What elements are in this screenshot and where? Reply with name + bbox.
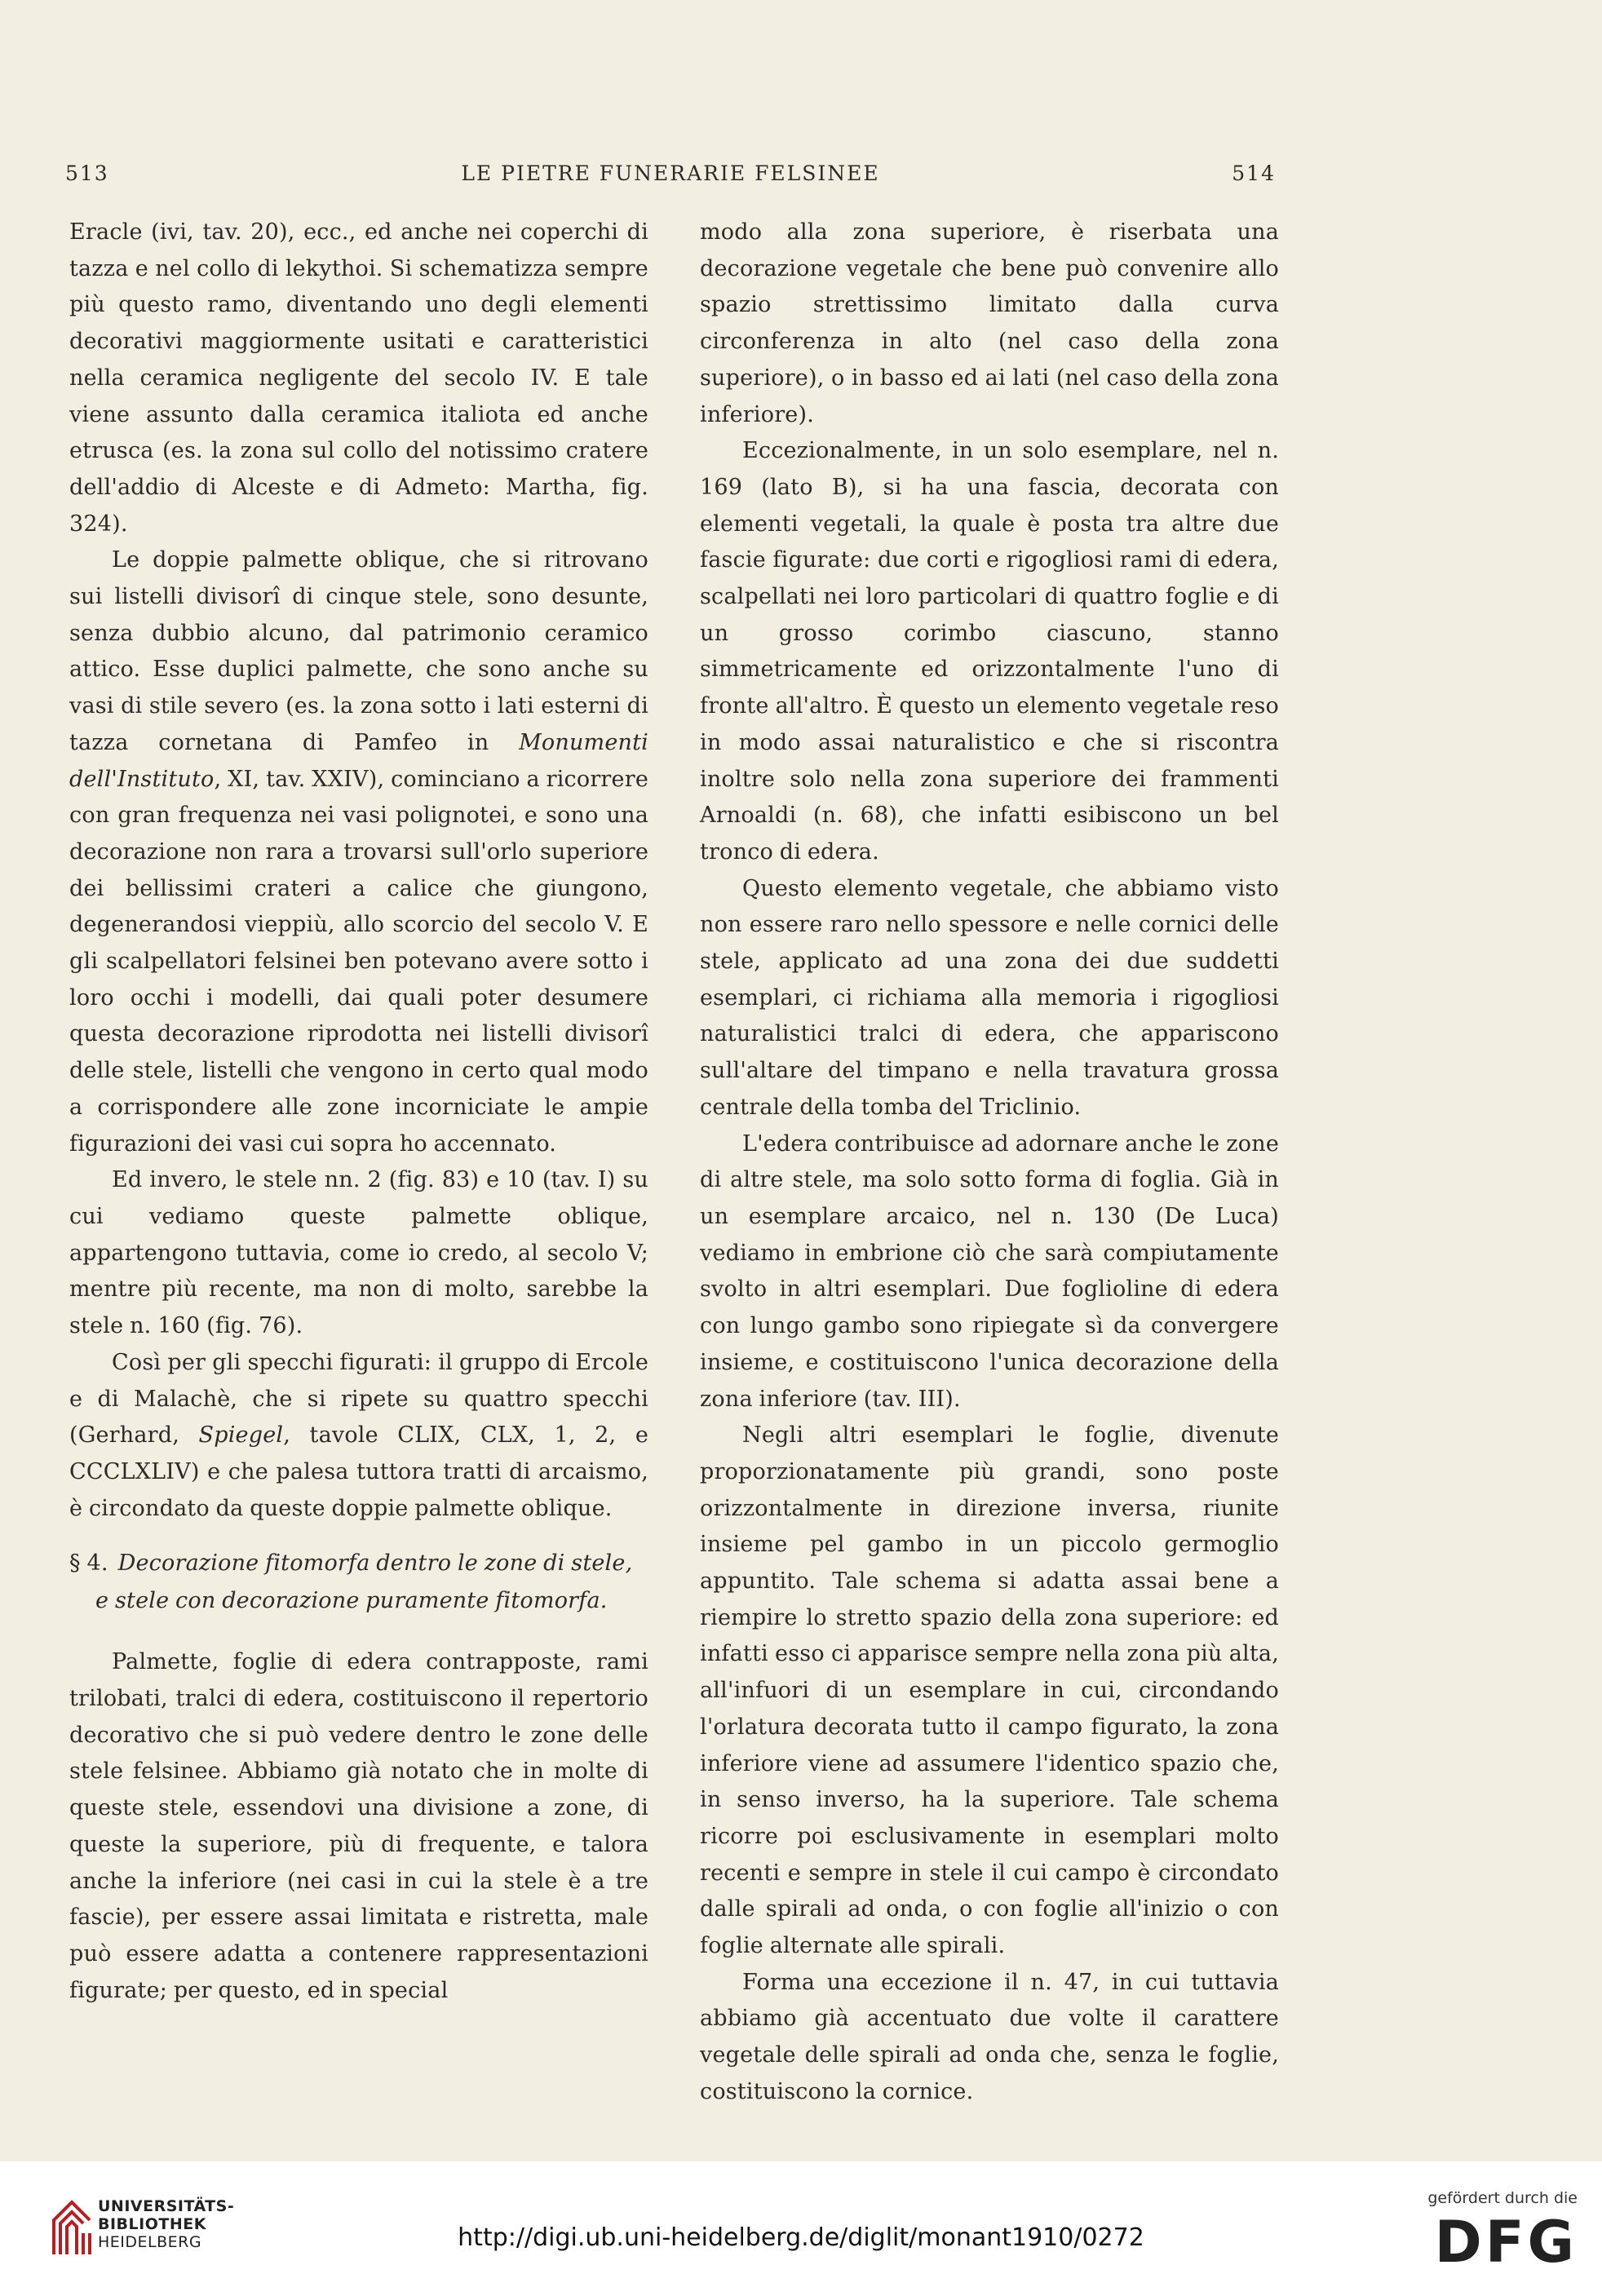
right-paragraph-4: L'edera contribuisce ad adornare anche le zone di altre stele, ma solo sotto forma di foglia. Già in un esemplare arcaico, nel n. 130 (De Luca) vediamo in embrione ciò che sarà compiutamente svolto in altri esemplari. Due foglioline di edera con lungo gambo sono ripiegate sì da convergere insieme, e costituiscono l'unica decorazione della zona inferiore (tav. III). <box>700 1130 1279 1412</box>
right-paragraph-1: modo alla zona superiore, è riserbata una decorazione vegetale che bene può convenire allo spazio strettissimo limitato dalla curva circonferenza in alto (nel caso della zona superiore), o in basso ed ai lati (nel caso della zona inferiore). <box>700 219 1279 427</box>
left-p4-italic-title: Spiegel <box>198 1422 284 1449</box>
funding-notice <box>1423 2189 1578 2276</box>
dfg-logo[interactable]: DFG <box>1434 2209 1578 2276</box>
left-p2-text-b: , XI, tav. XXIV), cominciano a ricorrere con gran frequenza nei vasi polignotei, e sono una decorazione non rara a trovarsi sull'orlo superiore dei bellissimi crateri a calice che giungono, degenerandosi vieppiù, allo scorcio del secolo V. E gli scalpellatori felsinei ben potevano avere sotto i loro occhi i modelli, dai quali poter desumere questa decorazione riprodotta nei listelli divisorî delle stele, listelli che vengono in certo qual modo a corrispondere alle zone incorniciate le ampie figurazioni dei vasi cui sopra ho accennato. <box>69 766 648 1157</box>
left-p4-text-b: , tavole CLIX, CLX, 1, 2, e CCCLXLIV) e che palesa tuttora tratti di arcaismo, è circondato da queste doppie palmette oblique. <box>69 1422 648 1521</box>
permalink-url[interactable]: http://digi.ub.uni-heidelberg.de/diglit/monant1910/0272 <box>458 2223 1144 2252</box>
section-number: § 4. <box>69 1551 108 1577</box>
section-title-line-2: e stele con decorazione puramente fitomorfa. <box>95 1588 608 1614</box>
library-name-line-1: UNIVERSITÄTS- <box>98 2197 235 2215</box>
left-p4-text-a: Così per gli specchi figurati: il gruppo di Ercole e di Malachè, che si ripete su quattro specchi (Gerhard, <box>69 1349 648 1449</box>
right-paragraph-5: Negli altri esemplari le foglie, divenute proporzionatamente più grandi, sono poste orizzontalmente in direzione inversa, riunite insieme pel gambo in un piccolo germoglio appuntito. Tale schema si adatta assai bene a riempire lo stretto spazio della zona superiore: ed infatti esso ci apparisce sempre nella zona più alta, all'infuori di un esemplare in cui, circondando l'orlatura decorata tutto il campo figurato, la zona inferiore viene ad assumere l'identico spazio che, in senso inverso, ha la superiore. Tale schema ricorre poi esclusivamente in esemplari molto recenti e sempre in stele il cui campo è circondato dalle spirali ad onda, o con foglie all'inizio o con foglie alternate alle spirali. <box>700 1422 1279 1959</box>
left-paragraph-4 <box>69 1345 648 1528</box>
library-name-line-2: BIBLIOTHEK <box>98 2215 206 2233</box>
left-column <box>69 215 648 2009</box>
right-paragraph-6: Forma una eccezione il n. 47, in cui tuttavia abbiamo già accentuato due volte il carattere vegetale delle spirali ad onda che, senza le foglie, costituiscono la cornice. <box>700 1969 1279 2104</box>
left-paragraph-5: Palmette, foglie di edera contrapposte, rami trilobati, tralci di edera, costituiscono il repertorio decorativo che si può vedere dentro le zone delle stele felsinee. Abbiamo già notato che in molte di queste stele, essendovi una divisione a zone, di queste la superiore, più di frequente, e talora anche la inferiore (nei casi in cui la stele è a tre fascie), per essere assai limitata e ristretta, male può essere adatta a contenere rappresentazioni figurate; per questo, ed in special <box>69 1649 648 2003</box>
right-paragraph-2: Eccezionalmente, in un solo esemplare, nel n. 169 (lato B), si ha una fascia, decorata con elementi vegetali, la quale è posta tra altre due fascie figurate: due corti e rigogliosi rami di edera, scalpellati nei loro particolari di quattro foglie e di un grosso corimbo ciascuno, stanno simmetricamente ed orizzontalmente l'uno di fronte all'altro. È questo un elemento vegetale reso in modo assai naturalistico e che si riscontra inoltre solo nella zona superiore dei frammenti Arnoaldi (n. 68), che infatti esibiscono un bel tronco di edera. <box>700 438 1279 865</box>
section-heading <box>69 1545 648 1620</box>
digitization-footer <box>0 2161 1602 2296</box>
left-p2-italic-title: Monumenti dell'Instituto <box>69 729 648 792</box>
left-paragraph-3: Ed invero, le stele nn. 2 (fig. 83) e 10 (tav. I) su cui vediamo queste palmette oblique, appartengono tuttavia, come io credo, al secolo V; mentre più recente, ma non di molto, sarebbe la stele n. 160 (fig. 76). <box>69 1167 648 1339</box>
left-paragraph-2 <box>69 542 648 1162</box>
page-number-left: 513 <box>65 161 109 185</box>
left-p2-text-a: Le doppie palmette oblique, che si ritrovano sui listelli divisorî di cinque stele, sono desunte, senza dubbio alcuno, dal patrimonio ceramico attico. Esse duplici palmette, che sono anche su vasi di stile severo (es. la zona sotto i lati esterni di tazza cornetana di Pamfeo in <box>69 547 648 755</box>
right-paragraph-3: Questo elemento vegetale, che abbiamo visto non essere raro nello spessore e nelle cornici delle stele, applicato ad una zona dei due suddetti esemplari, ci richiama alla memoria i rigogliosi naturalistici tralci di edera, che appariscono sull'altare del timpano e nella travatura grossa centrale della tomba del Triclinio. <box>700 875 1279 1120</box>
funding-caption: gefördert durch die <box>1427 2189 1578 2207</box>
library-name-line-3: HEIDELBERG <box>98 2233 202 2251</box>
section-title-line-1: Decorazione fitomorfa dentro le zone di stele, <box>117 1551 633 1577</box>
running-head <box>65 161 1276 194</box>
right-column <box>700 215 1279 2111</box>
left-paragraph-1: Eracle (ivi, tav. 20), ecc., ed anche nei coperchi di tazza e nel collo di lekythoi. Si schematizza sempre più questo ramo, diventando uno degli elementi decorativi maggiormente usitati e caratteristici nella ceramica negligente del secolo IV. E tale viene assunto dalla ceramica italiota ed anche etrusca (es. la zona sul collo del notissimo cratere dell'addio di Alceste e di Admeto: Martha, fig. 324). <box>69 219 648 537</box>
running-title: LE PIETRE FUNERARIE FELSINEE <box>461 161 880 185</box>
page-number-right: 514 <box>1232 161 1276 185</box>
